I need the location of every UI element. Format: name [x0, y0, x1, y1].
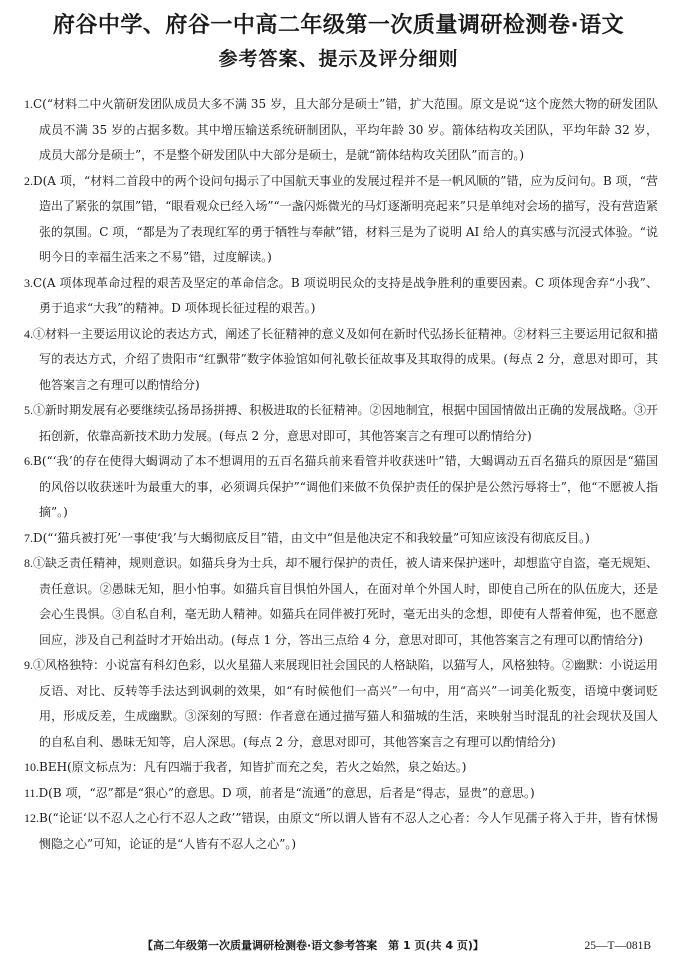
answer-item — [24, 271, 658, 322]
answer-item — [24, 806, 658, 857]
answer-number: 12. — [24, 811, 39, 825]
answer-text: ①风格独特：小说富有科幻色彩，以火星猫人来展现旧社会国民的人格缺陷，以猫写人，风格独特。②幽默：小说运用反语、对比、反转等手法达到讽刺的效果，如“有时候他们一高兴”一句中，用“高兴”一词美化叛变，语境中褒词贬用，形成反差，生成幽默。③深刻的写照：作者意在通过描写猫人和猫城的生活，来映射当时混乱的社会现状及国人的自私自利、愚昧无知等，启人深思。(每点 2 分，意思对即可，其他答案言之有理可以酌情给分) — [33, 658, 658, 749]
answer-text: ①缺乏责任精神，规则意识。如猫兵身为士兵，却不履行保护的责任，被人请来保护迷叶，却想监守自盗，毫无规矩、责任意识。②愚昧无知，胆小怕事。如猫兵盲目惧怕外国人，在面对单个外国人时，即使自己所在的队伍庞大，还是会心生畏惧。③自私自利，毫无助人精神。如猫兵在同伴被打死时，毫无出头的念想，即使有人帮着伸冤，也不愿意回应，涉及自己利益时才开始出动。(每点 1 分，答出三点给 4 分，意思对即可，其他答案言之有理可以酌情给分) — [33, 556, 658, 647]
answer-number: 11. — [24, 785, 39, 800]
answer-item — [24, 551, 658, 653]
answer-item — [24, 653, 658, 755]
answer-text: C(“材料二中火箭研发团队成员大多不满 35 岁，且大部分是硕士”错，扩大范围。原文是说“这个庞然大物的研发团队成员不满 35 岁的占据多数。其中增压输送系统研制团队，平均年龄 30 岁。箭体结构攻关团队，平均年龄 32 岁，成员大部分是硕士”，不是整个研发团队中大部分是硕士，是就“箭体结构攻关团队”而言的。) — [33, 97, 658, 162]
answer-text: D(B 项，“忍”都是“狠心”的意思。D 项，前者是“流通”的意思，后者是“得志，显贵”的意思。) — [38, 785, 535, 800]
answer-text: B(“论证‘以不忍人之心行不忍人之政’”错误，由原文“所以谓人皆有不忍人之心者：今人乍见孺子将入于井，皆有怵惕恻隐之心”可知，论证的是“人皆有不忍人之心”。) — [39, 811, 658, 851]
answer-number: 6. — [24, 454, 33, 468]
answer-item — [24, 755, 658, 781]
footer-code: 25—T—081B — [584, 940, 651, 952]
answer-item — [24, 169, 658, 271]
answer-text: ①新时期发展有必要继续弘扬昂扬拼搏、积极进取的长征精神。②因地制宜，根据中国国情做出正确的发展战略。③开拓创新，依靠高新技术助力发展。(每点 2 分，意思对即可，其他答案言之有理可以酌情给分) — [33, 403, 658, 443]
answer-number: 4. — [24, 326, 33, 341]
answer-number: 7. — [24, 530, 33, 545]
footer-label: 【高二年级第一次质量调研检测卷·语文参考答案 第 1 页(共 4 页)】 — [142, 939, 484, 952]
page-subtitle: 参考答案、提示及评分细则 — [218, 48, 459, 70]
answer-number: 1. — [24, 97, 33, 111]
page-footer — [0, 936, 677, 956]
page-title: 府谷中学、府谷一中高二年级第一次质量调研检测卷·语文 — [52, 13, 625, 38]
answer-text: BEH(原文标点为：凡有四端于我者，知皆扩而充之矣，若火之始然，泉之始达。) — [39, 760, 467, 774]
answer-text: ①材料一主要运用议论的表达方式，阐述了长征精神的意义及如何在新时代弘扬长征精神。②材料三主要运用记叙和描写的表达方式，介绍了贵阳市“红飘带”数字体验馆如何礼敬长征故事及其取得的成果。(每点 2 分，意思对即可，其他答案言之有理可以酌情给分) — [33, 326, 658, 392]
answer-text: D(“‘猫兵被打死’一事使‘我’与大蝎彻底反目”错，由文中“但是他决定不和我较量”可知应该没有彻底反目。) — [33, 530, 590, 545]
answer-number: 10. — [24, 760, 39, 774]
answer-number: 5. — [24, 403, 33, 417]
answer-text: C(A 项体现革命过程的艰苦及坚定的革命信念。B 项说明民众的支持是战争胜利的重要因素。C 项体现舍弃“小我”、勇于追求“大我”的精神。D 项体现长征过程的艰苦。) — [33, 275, 658, 315]
answer-item — [24, 92, 658, 169]
answer-text: D(A 项，“材料二首段中的两个设问句揭示了中国航天事业的发展过程并不是一帆风顺的”错，应为反问句。B 项，“营造出了紧张的氛围”错，“眼看观众已经入场”“一盏闪烁微光的马灯逐渐明亮起来”只是单纯对会场的描写，没有营造紧张的氛围。C 项，“都是为了表现红军的勇于牺牲与奉献”错，材料三是为了说明 AI 给人的真实感与沉浸式体验。“说明今日的幸福生活来之不易”错，过度解读。) — [33, 173, 658, 264]
answer-number: 2. — [24, 173, 33, 188]
answer-text: B(“‘我’的存在使得大蝎调动了本不想调用的五百名猫兵前来看管并收获迷叶”错，大蝎调动五百名猫兵的原因是“猫国的风俗以收获迷叶为最重大的事，必须调兵保护”“调他们来做不负保护责任的保护是公然污辱将士”，他“不愿被人指摘”。) — [33, 454, 658, 519]
answer-item — [24, 398, 658, 449]
answer-item — [24, 526, 658, 552]
answer-number: 9. — [24, 658, 33, 672]
answer-item — [24, 322, 658, 399]
answer-item — [24, 449, 658, 526]
answer-list — [24, 92, 658, 857]
answer-number: 3. — [24, 275, 33, 290]
answer-item — [24, 781, 658, 807]
answer-number: 8. — [24, 556, 33, 570]
